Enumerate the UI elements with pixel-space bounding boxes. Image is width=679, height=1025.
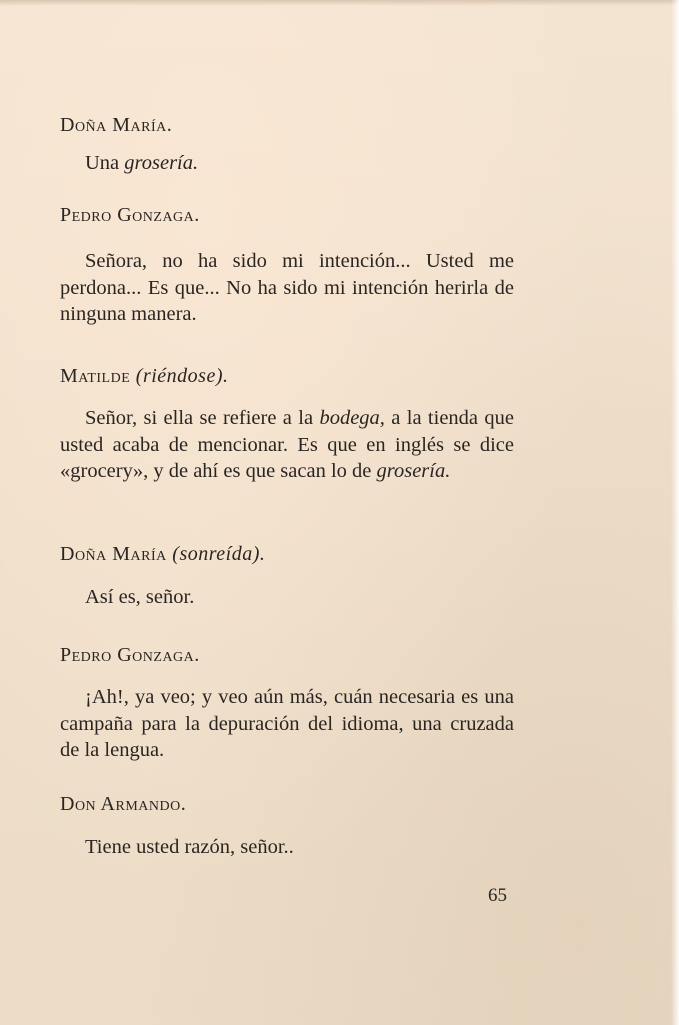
dialogue-line: Tiene usted razón, señor.. xyxy=(85,836,294,858)
dialogue-text: Señor, si ella se refiere a la xyxy=(85,407,320,429)
dialogue-entry xyxy=(60,791,514,861)
speaker-name: Don Armando. xyxy=(60,793,187,815)
dialogue-entry xyxy=(60,112,514,177)
speaker-name: Doña María xyxy=(60,543,167,565)
speaker-name: Pedro Gonzaga. xyxy=(60,204,200,226)
dialogue-emphasis: bodega, xyxy=(319,407,385,429)
speaker-name: Pedro Gonzaga. xyxy=(60,644,200,666)
page-number: 65 xyxy=(488,885,507,906)
speaker-heading xyxy=(60,541,514,567)
dialogue-line: ¡Ah!, ya veo; y veo aún más, cuán necesaria es una campaña para la depuración del idioma, una cruzada de la lengua. xyxy=(60,686,514,761)
dialogue-line: Señora, no ha sido mi intención... Usted me perdona... Es que... No ha sido mi intención herirla de ninguna manera. xyxy=(60,250,514,325)
dialogue-entry xyxy=(60,363,514,485)
dialogue-line xyxy=(60,150,514,177)
stage-direction: (sonreída). xyxy=(172,543,266,565)
dialogue-emphasis: grosería. xyxy=(124,152,199,174)
stage-direction: (riéndose). xyxy=(135,365,229,387)
speaker-name: Doña María. xyxy=(60,114,173,136)
dialogue-emphasis: grosería. xyxy=(376,460,451,482)
dialogue-entry xyxy=(60,642,514,764)
dialogue-text: Una xyxy=(85,152,125,174)
dialogue-entry xyxy=(60,541,514,611)
dialogue-line: Así es, señor. xyxy=(85,586,195,608)
speaker-heading xyxy=(60,363,514,389)
dialogue-text: a la tienda que usted acaba de mencionar. Es que en inglés se dice «grocery», y de ahí es que sacan lo de xyxy=(60,407,514,482)
dialogue-line xyxy=(60,405,514,485)
dialogue-entry xyxy=(60,202,514,328)
speaker-name: Matilde xyxy=(60,365,131,387)
